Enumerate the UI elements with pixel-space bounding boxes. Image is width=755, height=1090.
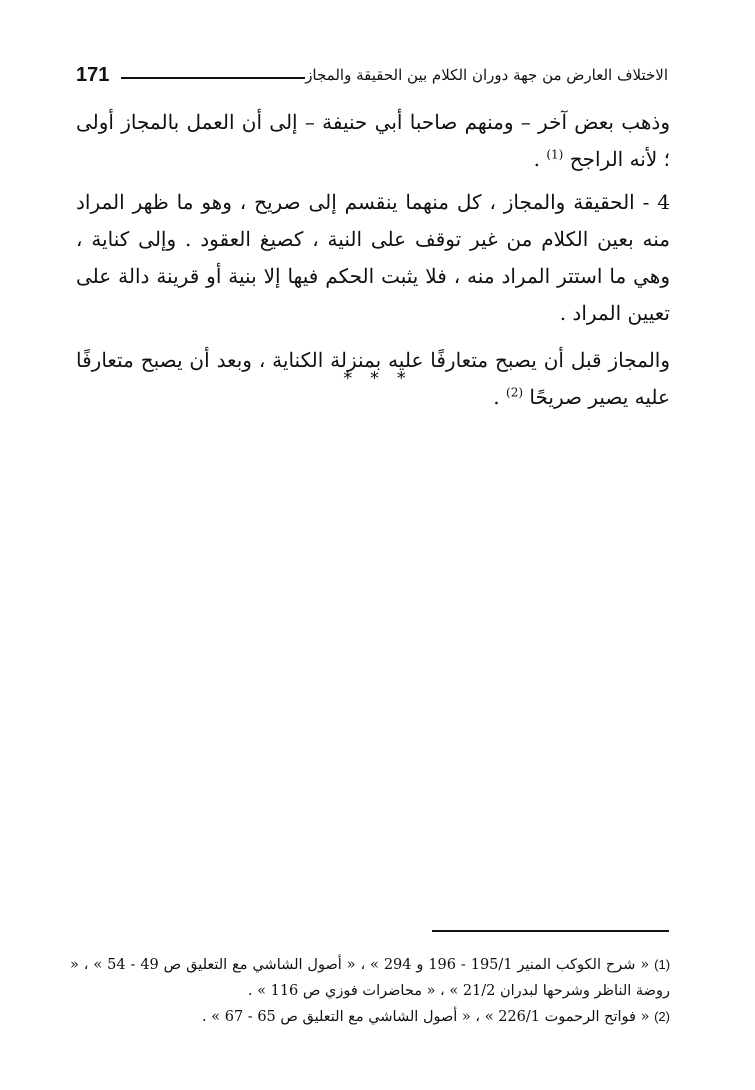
footnote-1 (70, 952, 670, 1004)
page-header (76, 62, 668, 88)
footnote-2-number: (2) (654, 1009, 670, 1024)
section-separator: * * * (343, 368, 412, 389)
running-title: الاختلاف العارض من جهة دوران الكلام بين الحقيقة والمجاز (305, 66, 668, 84)
paragraph-1-end: . (533, 147, 547, 171)
header-rule (121, 77, 305, 79)
page-number: 171 (76, 64, 110, 86)
footnote-1-text: « شرح الكوكب المنير 195/1 - 196 و 294 » ، « أصول الشاشي مع التعليق ص 49 - 54 » ، « روضة الناظر وشرحها لبدران 21/2 » ، « محاضرات فوزي ص 116 » . (70, 957, 670, 999)
paragraph-2: 4 - الحقيقة والمجاز ، كل منهما ينقسم إلى صريح ، وهو ما ظهر المراد منه بعين الكلام من غير توقف على النية ، كصيغ العقود . وإلى كناية ، وهي ما استتر المراد منه ، فلا يثبت الحكم فيها إلا بنية أو قرينة دالة على تعيين المراد . (76, 190, 670, 325)
paragraph-3-end: . (493, 385, 507, 409)
footnote-2-text: « فواتح الرحموت 226/1 » ، « أصول الشاشي مع التعليق ص 65 - 67 » . (202, 1009, 650, 1025)
footnote-rule (432, 930, 669, 932)
paragraph-3-text: والمجاز قبل أن يصبح متعارفًا عليه بمنزلة الكناية ، وبعد أن يصبح متعارفًا عليه يصير صريحًا (76, 348, 670, 409)
footnote-1-number: (1) (654, 957, 671, 972)
footnote-ref-2[interactable]: (2) (506, 385, 524, 400)
paragraph-1 (76, 104, 670, 178)
footnote-ref-1[interactable]: (1) (546, 147, 564, 162)
footnotes (70, 952, 670, 1030)
footnote-2 (70, 1004, 670, 1030)
paragraph-1-text: وذهب بعض آخر – ومنهم صاحبا أبي حنيفة – إلى أن العمل بالمجاز أولى ؛ لأنه الراجح (76, 110, 670, 171)
